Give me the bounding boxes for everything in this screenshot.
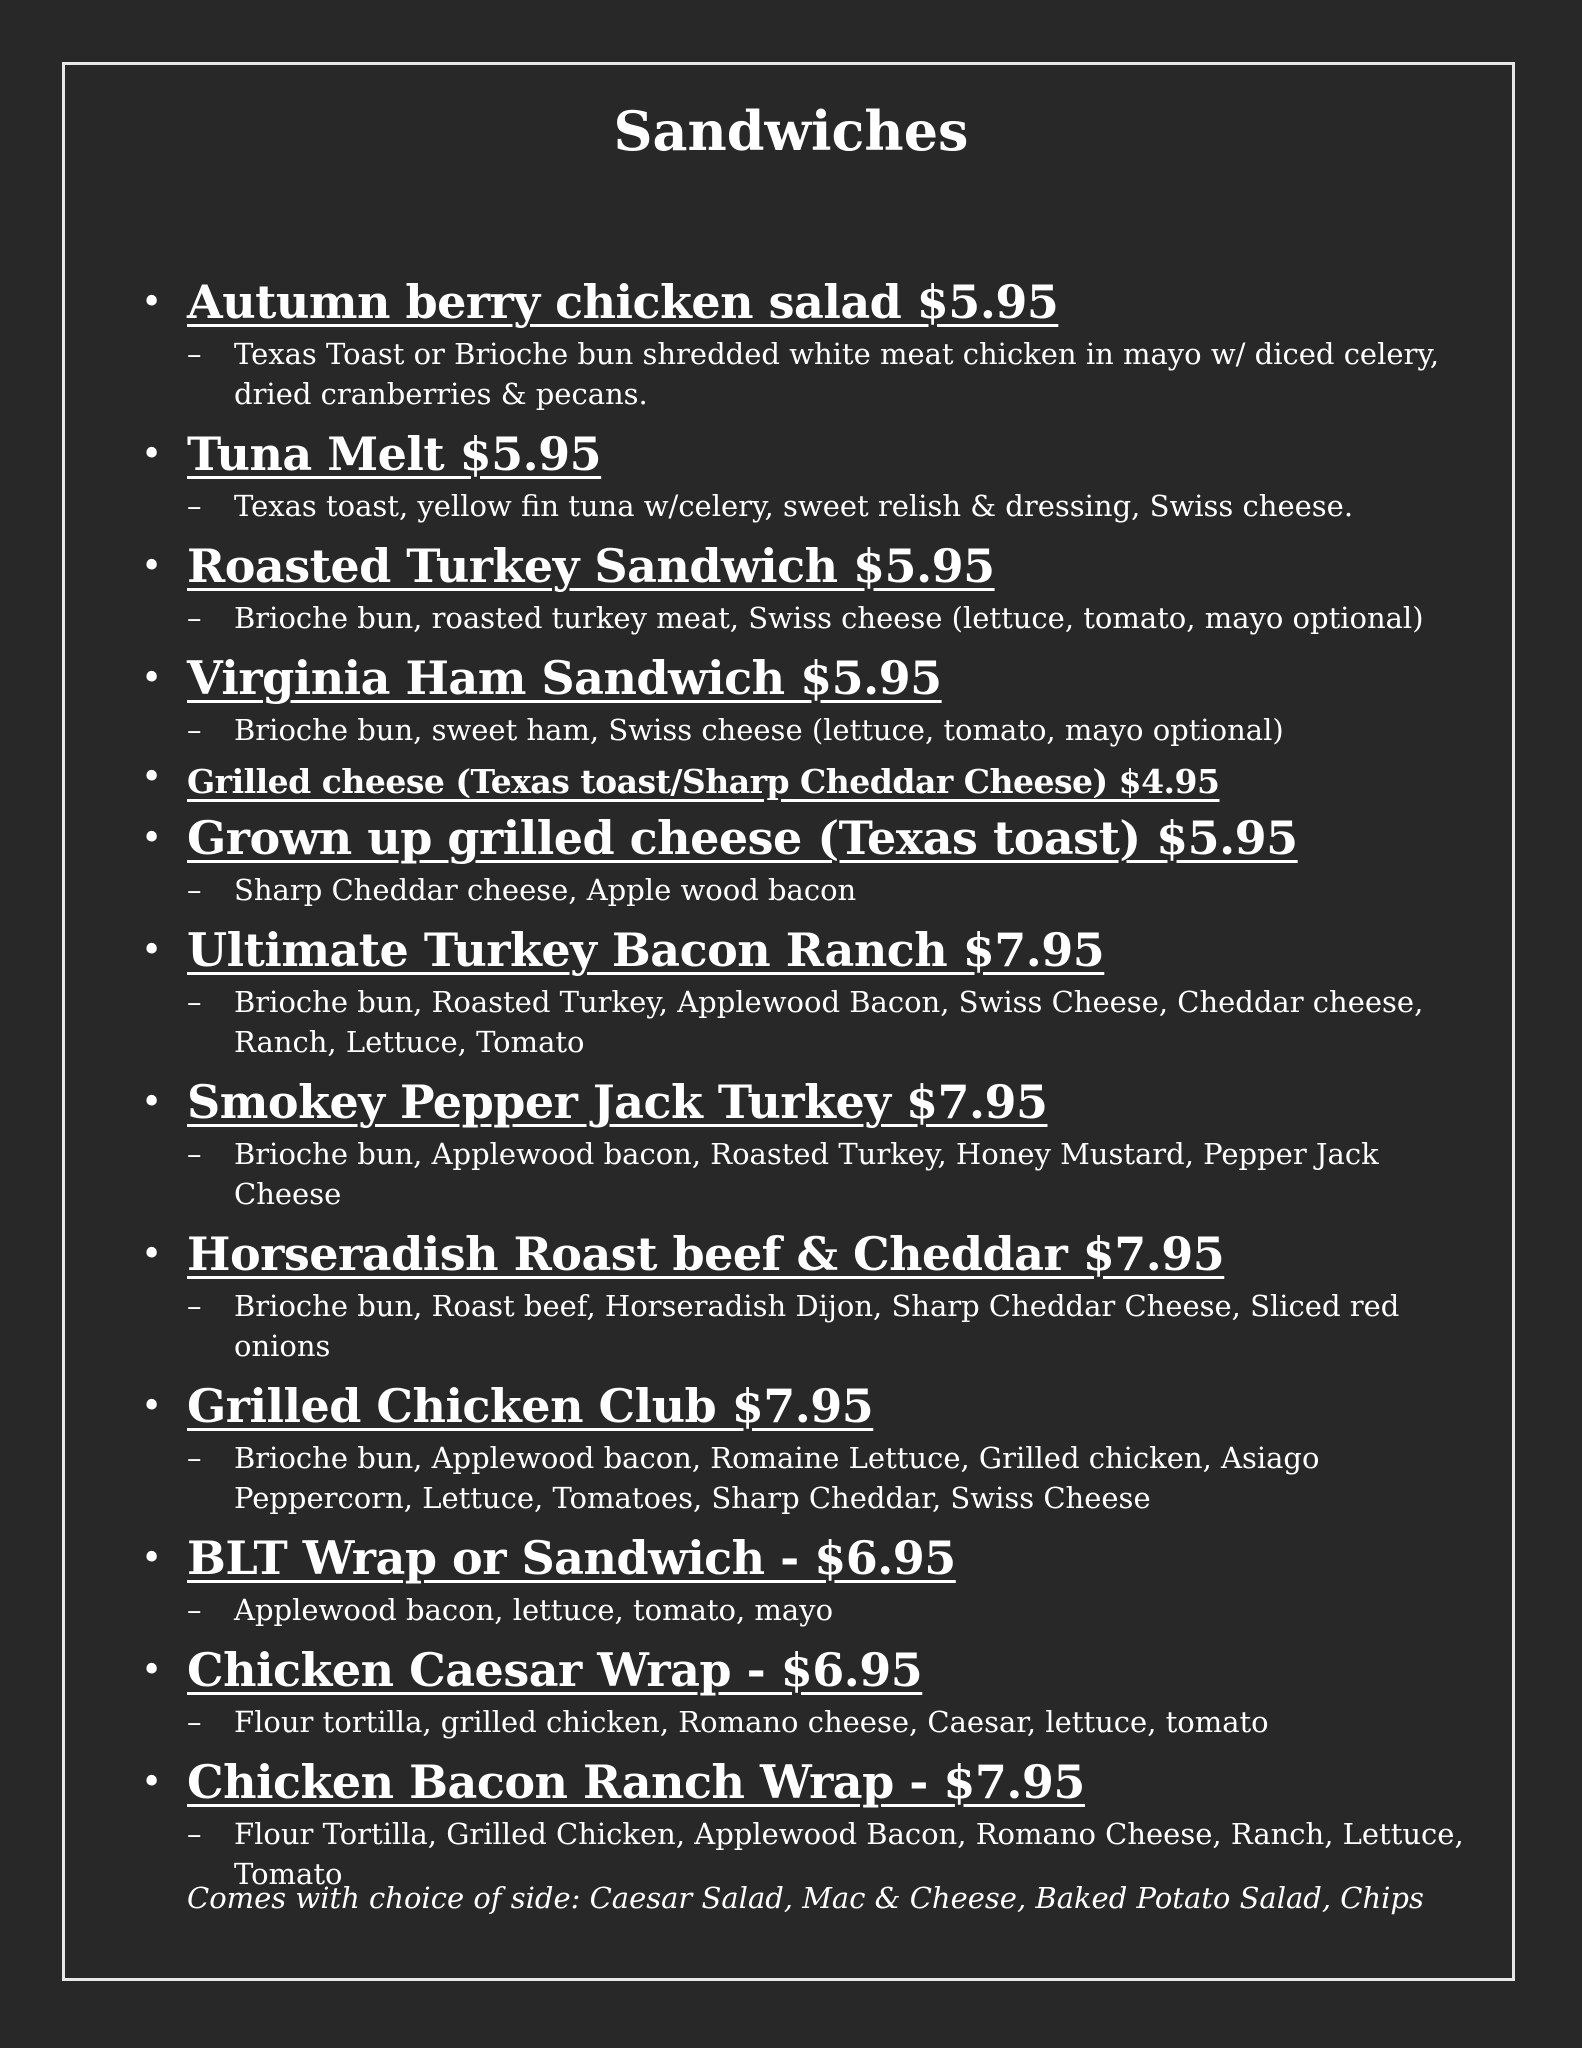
bullet-icon: • [141,757,163,798]
menu-item [141,270,1501,414]
bullet-icon: • [141,1386,163,1427]
item-name: Virginia Ham Sandwich $5.95 [187,651,942,705]
menu-item [141,646,1501,750]
item-name: Chicken Bacon Ranch Wrap - $7.95 [187,1755,1085,1809]
item-name: Grilled Chicken Club $7.95 [187,1379,874,1433]
dash-icon: – [187,985,202,1019]
bullet-icon: • [141,282,163,323]
item-name: Grilled cheese (Texas toast/Sharp Cheddar Cheese) $4.95 [187,762,1220,801]
menu-item [141,758,1501,806]
item-description: Brioche bun, Roast beef, Horseradish Dijon, Sharp Cheddar Cheese, Sliced red onions [234,1289,1400,1363]
item-name: Ultimate Turkey Bacon Ranch $7.95 [187,923,1105,977]
page-title: Sandwiches [613,99,969,163]
item-description: Texas toast, yellow fin tuna w/celery, sweet relish & dressing, Swiss cheese. [234,489,1354,523]
bullet-icon: • [141,818,163,859]
bullet-icon: • [141,1650,163,1691]
item-name: Autumn berry chicken salad $5.95 [187,275,1059,329]
bullet-icon: • [141,1082,163,1123]
item-name: Horseradish Roast beef & Cheddar $7.95 [187,1227,1225,1281]
menu-item [141,1638,1501,1742]
item-name: Grown up grilled cheese (Texas toast) $5.95 [187,811,1298,865]
menu-item [141,1374,1501,1518]
bullet-icon: • [141,434,163,475]
item-name: Chicken Caesar Wrap - $6.95 [187,1643,923,1697]
item-description: Brioche bun, roasted turkey meat, Swiss cheese (lettuce, tomato, mayo optional) [234,601,1424,635]
menu-item [141,1070,1501,1214]
menu-item [141,918,1501,1062]
dash-icon: – [187,1593,202,1627]
sandwich-list [141,270,1501,1902]
dash-icon: – [187,873,202,907]
dash-icon: – [187,489,202,523]
dash-icon: – [187,601,202,635]
dash-icon: – [187,1705,202,1739]
menu-item [141,422,1501,526]
item-description: Sharp Cheddar cheese, Apple wood bacon [234,873,857,907]
menu-item [141,806,1501,910]
item-name: Roasted Turkey Sandwich $5.95 [187,539,995,593]
bullet-icon: • [141,930,163,971]
dash-icon: – [187,1137,202,1171]
menu-item [141,534,1501,638]
item-description: Flour Tortilla, Grilled Chicken, Applewood Bacon, Romano Cheese, Ranch, Lettuce, Tomato [234,1817,1464,1891]
bullet-icon: • [141,1234,163,1275]
item-description: Brioche bun, Applewood bacon, Roasted Turkey, Honey Mustard, Pepper Jack Cheese [234,1137,1379,1211]
item-description: Applewood bacon, lettuce, tomato, mayo [234,1593,834,1627]
item-name: Smokey Pepper Jack Turkey $7.95 [187,1075,1048,1129]
dash-icon: – [187,1817,202,1851]
side-choice-note: Comes with choice of side: Caesar Salad, Mac & Cheese, Baked Potato Salad, Chips [187,1881,1424,1915]
item-description: Brioche bun, Applewood bacon, Romaine Lettuce, Grilled chicken, Asiago Peppercorn, Lettuce, Tomatoes, Sharp Cheddar, Swiss Cheese [234,1441,1320,1515]
dash-icon: – [187,1441,202,1475]
item-description: Texas Toast or Brioche bun shredded white meat chicken in mayo w/ diced celery, dried cranberries & pecans. [234,337,1440,411]
item-description: Brioche bun, sweet ham, Swiss cheese (lettuce, tomato, mayo optional) [234,713,1284,747]
dash-icon: – [187,337,202,371]
bullet-icon: • [141,1538,163,1579]
bullet-icon: • [141,1762,163,1803]
item-description: Brioche bun, Roasted Turkey, Applewood Bacon, Swiss Cheese, Cheddar cheese, Ranch, Lettuce, Tomato [234,985,1424,1059]
bullet-icon: • [141,658,163,699]
item-name: BLT Wrap or Sandwich - $6.95 [187,1531,956,1585]
dash-icon: – [187,1289,202,1323]
menu-item [141,1526,1501,1630]
item-description: Flour tortilla, grilled chicken, Romano cheese, Caesar, lettuce, tomato [234,1705,1269,1739]
bullet-icon: • [141,546,163,587]
menu-item [141,1222,1501,1366]
item-name: Tuna Melt $5.95 [187,427,602,481]
menu-item [141,1750,1501,1894]
dash-icon: – [187,713,202,747]
